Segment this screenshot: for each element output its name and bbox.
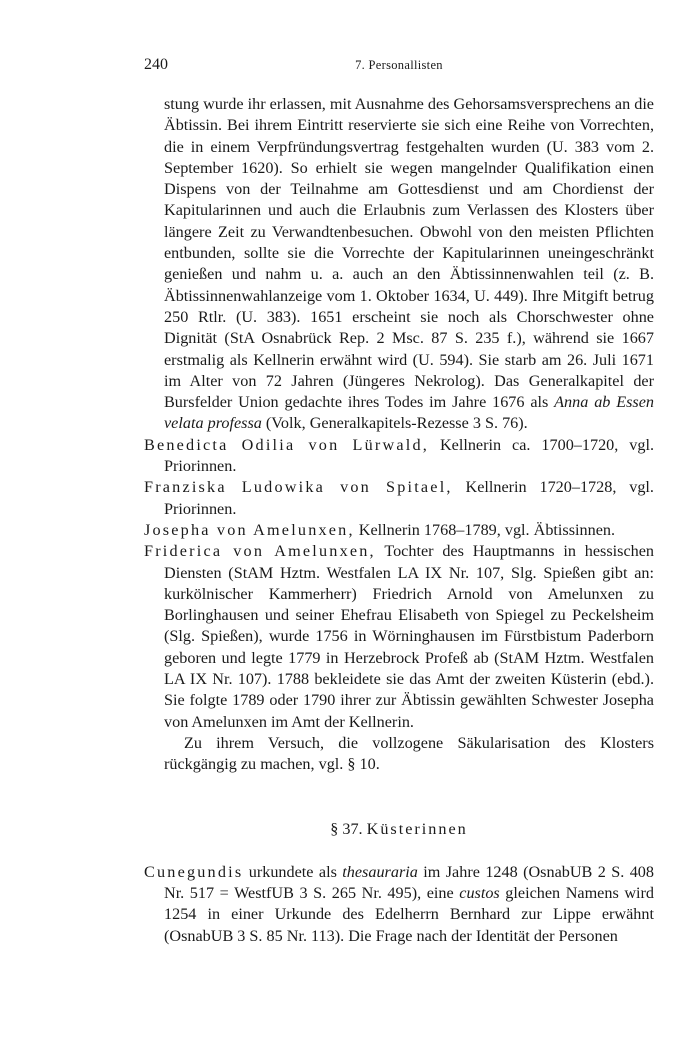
paragraph-text-end: (Volk, Generalkapitels-Rezesse 3 S. 76). [261, 414, 528, 433]
continued-paragraph [144, 94, 654, 435]
entry-text: Kellnerin ca. 1700–1720, vgl. Priorinnen. [164, 435, 654, 476]
entry-cunegundis [144, 862, 654, 947]
entry-text: urkundete als [243, 862, 343, 881]
italic-term: custos [459, 884, 500, 903]
section-number: § 37. [330, 819, 363, 838]
entry-text: Kellnerin 1768–1789, vgl. Äbtissinnen. [354, 520, 616, 539]
entry-name: Friderica von Amelunxen, [144, 542, 376, 561]
entry-name: Josepha von Amelunxen, [144, 520, 355, 539]
entry-text: Tochter des Hauptmanns in hessischen Diensten (StAM Hztm. Westfalen LA IX Nr. 107, Slg. Spießen gibt an: kurkölnischer Kammerherr) Friedrich Arnold von Amelunxen zu Borlinghausen und seiner Ehefrau Elisabeth von Spiegel zu Peckelsheim (Slg. Spießen), wurde 1756 in Wörninghausen im Fürstbistum Paderborn geboren und legte 1779 in Herzebrock Profeß ab (StAM Hztm. Westfalen LA IX Nr. 107). 1788 bekleidete sie das Amt der zweiten Küsterin (ebd.). Sie folgte 1789 oder 1790 ihrer zur Äbtissin gewählten Schwester Josepha von Amelunxen im Amt der Kellnerin. [164, 542, 654, 731]
entry-josepha-amelunxen [144, 520, 654, 541]
entry-text: gleichen Namens wird 1254 in einer Urkunde des Edelherrn Bernhard zur Lippe erwähnt (OsnabUB 3 S. 85 Nr. 113). Die Frage nach der Identität der Personen [164, 884, 655, 945]
entry-name: Cunegundis [144, 862, 244, 881]
page-header [144, 56, 654, 80]
section-heading [144, 819, 654, 840]
italic-quote: Anna ab Essen velata professa [164, 393, 654, 433]
section-title: Küsterinnen [366, 819, 468, 838]
running-head: 7. Personallisten [355, 58, 443, 72]
entry-name: Franziska Ludowika von Spitael, [144, 478, 453, 497]
entry-spitael [144, 477, 654, 520]
page-body [144, 94, 654, 947]
page-number: 240 [144, 56, 168, 73]
entry-friderica-amelunxen [144, 541, 654, 733]
paragraph-text: stung wurde ihr erlassen, mit Ausnahme des Gehorsamsversprechens an die Äbtissin. Bei ihrem Eintritt reservierte sie sich eine Reihe von Vorrechten, die in einem Verpfründungsvertrag festgehalten wurden (U. 383 vom 2. September 1620). So erhielt sie wegen mangelnder Qualifikation einen Dispens von der Teilnahme am Gottesdienst und am Chordienst der Kapitularinnen und auch die Erlaubnis zum Verlassen des Klosters über längere Zeit zu Verwandtenbesuchen. Obwohl von den meisten Pflichten entbunden, sollte sie die Vorrechte der Kapitularinnen uneingeschränkt genießen und nahm u. a. auch an den Äbtissinnenwahlen teil (z. B. Äbtissinnenwahlanzeige vom 1. Oktober 1634, U. 449). Ihre Mitgift betrug 250 Rtlr. (U. 383). 1651 erscheint sie noch als Chorschwester ohne Dignität (StA Osnabrück Rep. 2 Msc. 87 S. 235 f.), während sie 1667 erstmalig als Kellnerin erwähnt wird (U. 594). Sie starb am 26. Juli 1671 im Alter von 72 Jahren (Jüngeres Nekrolog). Das Generalkapitel der Bursfelder Union gedachte ihres Todes im Jahre 1676 als [164, 95, 654, 412]
entry-luerwald [144, 435, 654, 478]
italic-term: thesauraria [342, 862, 418, 881]
followup-paragraph: Zu ihrem Versuch, die vollzogene Säkularisation des Klosters rückgängig zu machen, vgl. § 10. [164, 733, 654, 774]
entry-name: Benedicta Odilia von Lürwald, [144, 435, 430, 454]
entry-text: im Jahre 1248 (OsnabUB 2 S. 408 Nr. 517 = WestfUB 3 S. 265 Nr. 495), eine [164, 862, 654, 903]
entry-text: Kellnerin 1720–1728, vgl. Priorinnen. [164, 478, 654, 518]
